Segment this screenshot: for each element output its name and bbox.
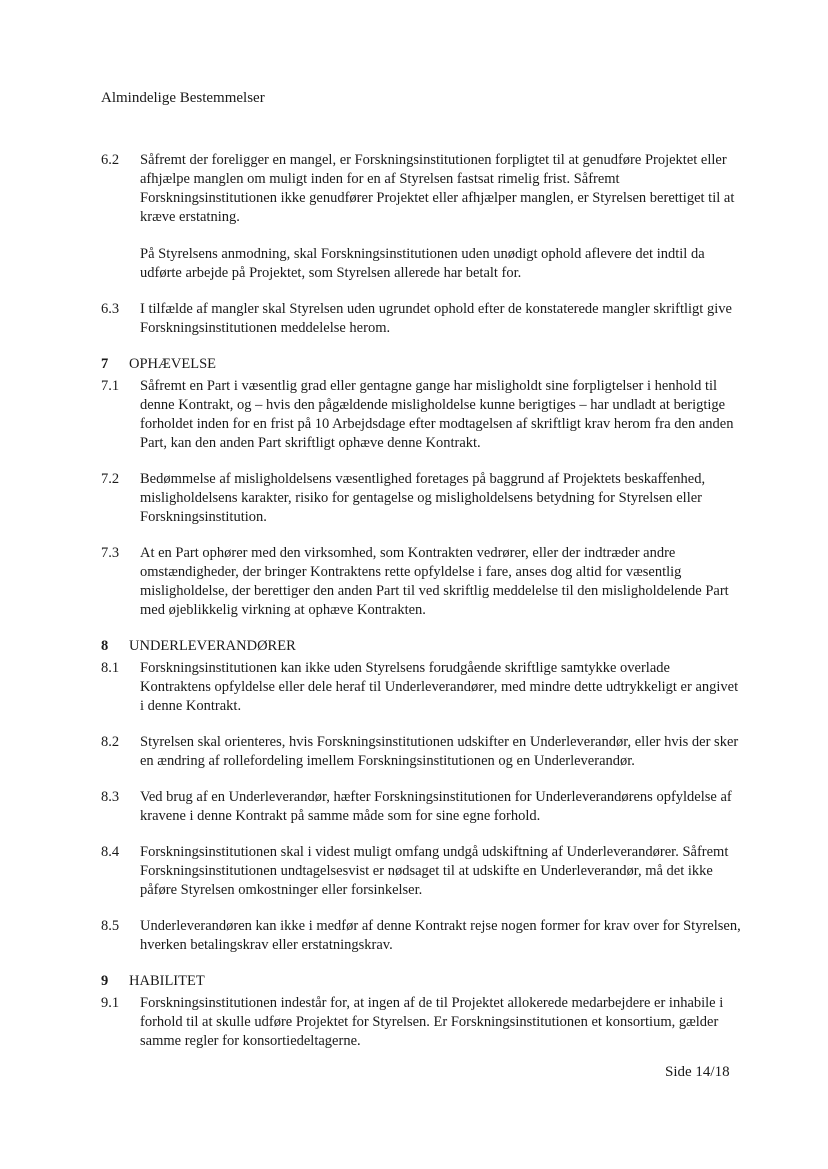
section-title: OPHÆVELSE <box>129 356 217 372</box>
clause-body <box>140 377 741 453</box>
section-heading <box>101 637 741 656</box>
clause <box>101 843 741 900</box>
section-number: 8 <box>101 638 109 654</box>
clause-body <box>140 470 741 527</box>
clause-number: 6.3 <box>101 301 120 317</box>
clause-body <box>140 917 741 955</box>
clause <box>101 994 741 1051</box>
section-title: HABILITET <box>129 973 205 989</box>
section-heading <box>101 355 741 374</box>
clause <box>101 788 741 826</box>
clause-paragraph: Ved brug af en Underleverandør, hæfter Forskningsinstitutionen for Underleverandørens opfyldelse af kravene i denne Kontrakt på samme måde som for sine egne forhold. <box>140 789 732 824</box>
clause <box>101 151 741 283</box>
clause-number: 8.5 <box>101 918 120 934</box>
clause-number: 8.1 <box>101 660 120 676</box>
clause-paragraph: Såfremt der foreligger en mangel, er Forskningsinstitutionen forpligtet til at genudføre Projektet eller afhjælpe manglen om muligt inden for en af Styrelsen fastsat rimelig frist. Såfremt Forskningsinstitutionen ikke genudfører Projektet eller afhjælper manglen, er Styrelsen berettiget til at kræve erstatning. <box>140 152 735 225</box>
clause-body <box>140 544 741 620</box>
clause-paragraph: Underleverandøren kan ikke i medfør af denne Kontrakt rejse nogen former for krav over for Styrelsen, hverken betalingskrav eller erstatningskrav. <box>140 918 741 953</box>
clause-paragraph: Styrelsen skal orienteres, hvis Forskningsinstitutionen udskifter en Underleverandør, eller hvis der sker en ændring af rollefordeling imellem Forskningsinstitutionen og en Underleverandør. <box>140 734 739 769</box>
clause-number: 8.3 <box>101 789 120 805</box>
clause <box>101 544 741 620</box>
running-header: Almindelige Bestemmelser <box>101 90 265 106</box>
section-number: 7 <box>101 356 109 372</box>
clause <box>101 377 741 453</box>
clause-paragraph: Forskningsinstitutionen indestår for, at ingen af de til Projektet allokerede medarbejdere er inhabile i forhold til at skulle udføre Projektet for Styrelsen. Er Forskningsinstitutionen et konsortium, gælder samme regler for konsortiedeltagerne. <box>140 995 724 1049</box>
clause-body <box>140 151 741 283</box>
clause-number: 7.3 <box>101 545 120 561</box>
clause-body <box>140 994 741 1051</box>
clause <box>101 300 741 338</box>
clause <box>101 470 741 527</box>
clause-body <box>140 788 741 826</box>
clause-body <box>140 300 741 338</box>
section-number: 9 <box>101 973 109 989</box>
clause-number: 8.4 <box>101 844 120 860</box>
clause-number: 6.2 <box>101 152 120 168</box>
clause-paragraph: Såfremt en Part i væsentlig grad eller gentagne gange har misligholdt sine forpligtelser i henhold til denne Kontrakt, og – hvis den pågældende misligholdelse kunne berigtiges – har undladt at berigtige forholdet inden for en frist på 10 Arbejdsdage efter modtagelsen af skriftligt krav herom fra den anden Part, kan den anden Part skriftligt ophæve denne Kontrakt. <box>140 378 734 451</box>
clause <box>101 733 741 771</box>
section-title: UNDERLEVERANDØRER <box>129 638 296 654</box>
clause-paragraph: Bedømmelse af misligholdelsens væsentlighed foretages på baggrund af Projektets beskaffenhed, misligholdelsens karakter, risiko for gentagelse og misligholdelsens betydning for Styrelsen eller Forskningsinstitution. <box>140 471 706 525</box>
document-body <box>101 151 741 1068</box>
clause-number: 8.2 <box>101 734 120 750</box>
clause-number: 7.1 <box>101 378 120 394</box>
clause-body <box>140 733 741 771</box>
clause-paragraph: I tilfælde af mangler skal Styrelsen uden ugrundet ophold efter de konstaterede mangler skriftligt give Forskningsinstitutionen meddelelse herom. <box>140 301 732 336</box>
clause-body <box>140 843 741 900</box>
clause-paragraph: På Styrelsens anmodning, skal Forskningsinstitutionen uden unødigt ophold aflevere det indtil da udførte arbejde på Projektet, som Styrelsen allerede har betalt for. <box>140 246 705 281</box>
clause <box>101 659 741 716</box>
clause-paragraph: Forskningsinstitutionen kan ikke uden Styrelsens forudgående skriftlige samtykke overlade Kontraktens opfyldelse eller dele heraf til Underleverandører, med mindre dette udtrykkeligt er angivet i denne Kontrakt. <box>140 660 739 714</box>
clause-number: 7.2 <box>101 471 120 487</box>
clause-paragraph: Forskningsinstitutionen skal i videst muligt omfang undgå udskiftning af Underleverandører. Såfremt Forskningsinstitutionen undtagelsesvist er nødsaget til at udskifte en Underleverandør, må det ikke påføre Styrelsen omkostninger eller forsinkelser. <box>140 844 729 898</box>
clause-paragraph: At en Part ophører med den virksomhed, som Kontrakten vedrører, eller der indtræder andre omstændigheder, der bringer Kontraktens rette opfyldelse i fare, anses dog altid for væsentlig misligholdelse, der berettiger den anden Part til ved skriftlig meddelelse til den misligholdelende Part med øjeblikkelig virkning at ophæve Kontrakten. <box>140 545 729 618</box>
clause-body <box>140 659 741 716</box>
clause <box>101 917 741 955</box>
page-number: Side 14/18 <box>665 1064 730 1080</box>
clause-number: 9.1 <box>101 995 120 1011</box>
section-heading <box>101 972 741 991</box>
